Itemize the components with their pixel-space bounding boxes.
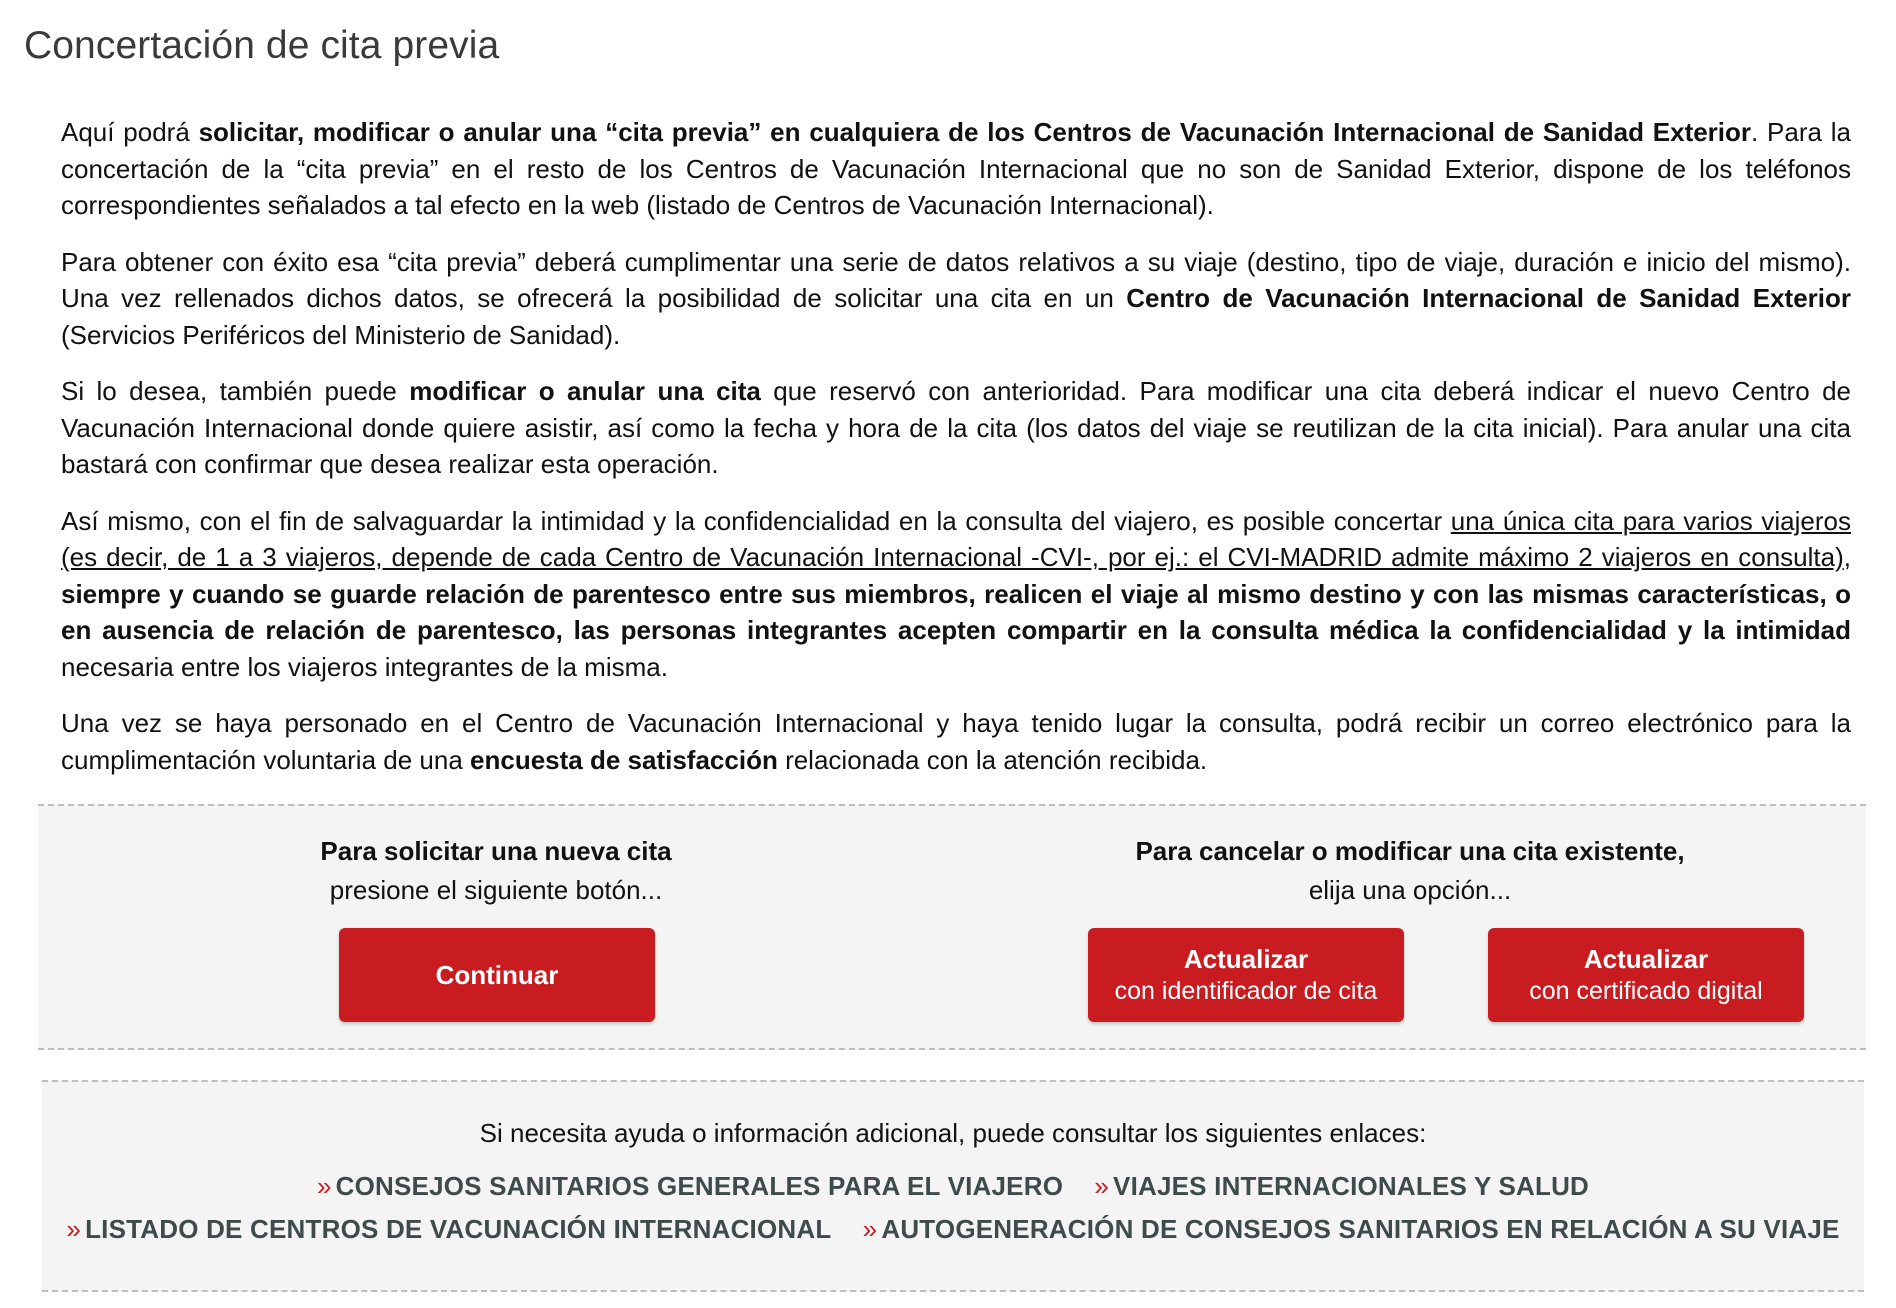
modify-appointment-section	[954, 806, 1866, 1005]
help-links-panel	[42, 1080, 1864, 1292]
intro-text	[61, 114, 1851, 798]
appointment-actions-panel	[38, 804, 1866, 1050]
intro-paragraph-3: Si lo desea, también puede modificar o anular una cita que reservó con anterioridad. Para modificar una cita deberá indicar el nuevo Centro de Vacunación Internacional donde quiere asistir, así como la fecha y hora de la cita (los datos del viaje se reutilizan de la cita inicial). Para anular una cita bastará con confirmar que desea realizar esta operación.	[61, 376, 1851, 479]
continue-button[interactable]	[339, 928, 655, 1022]
page-title: Concertación de cita previa	[24, 24, 500, 67]
continue-button-label: Continuar	[435, 959, 559, 990]
double-chevron-right-icon: »	[1094, 1171, 1110, 1201]
help-links-row-2	[42, 1214, 1864, 1245]
new-appointment-subtext: presione el siguiente botón...	[329, 875, 663, 905]
update-by-id-button[interactable]: Actualizar con identificador de cita	[1088, 928, 1404, 1022]
link-international-travel-health[interactable]: » VIAJES INTERNACIONALES Y SALUD	[1094, 1171, 1590, 1201]
link-auto-health-advice[interactable]: » AUTOGENERACIÓN DE CONSEJOS SANITARIOS EN RELACIÓN A SU VIAJE	[862, 1214, 1840, 1244]
new-appointment-section	[38, 806, 954, 990]
double-chevron-right-icon: »	[862, 1214, 878, 1244]
link-general-health-advice[interactable]: » CONSEJOS SANITARIOS GENERALES PARA EL VIAJERO	[316, 1171, 1064, 1201]
help-text: Si necesita ayuda o información adicional, puede consultar los siguientes enlaces:	[479, 1118, 1427, 1148]
modify-appointment-heading: Para cancelar o modificar una cita existente,	[1135, 836, 1685, 866]
new-appointment-heading: Para solicitar una nueva cita	[320, 836, 672, 866]
multi-traveler-note: una única cita para varios viajeros (es decir, de 1 a 3 viajeros, depende de cada Centro de Vacunación Internacional -CVI-, por ej.: el CVI-MADRID admite máximo 2 viajeros en consulta)	[61, 505, 1851, 572]
help-links-row-1	[42, 1171, 1864, 1202]
double-chevron-right-icon: »	[66, 1214, 82, 1244]
link-vaccination-centers-list[interactable]: » LISTADO DE CENTROS DE VACUNACIÓN INTERNACIONAL	[66, 1214, 832, 1244]
update-by-certificate-button[interactable]: Actualizar con certificado digital	[1488, 928, 1804, 1022]
double-chevron-right-icon: »	[316, 1171, 332, 1201]
intro-paragraph-5: Una vez se haya personado en el Centro de Vacunación Internacional y haya tenido lugar la consulta, podrá recibir un correo electrónico para la cumplimentación voluntaria de una encuesta de satisfacción relacionada con la atención recibida.	[61, 708, 1851, 775]
modify-appointment-subtext: elija una opción...	[1308, 875, 1512, 905]
intro-paragraph-2: Para obtener con éxito esa “cita previa” deberá cumplimentar una serie de datos relativos a su viaje (destino, tipo de viaje, duración e inicio del mismo). Una vez rellenados dichos datos, se ofrecerá la posibilidad de solicitar una cita en un Centro de Vacunación Internacional de Sanidad Exterior (Servicios Periféricos del Ministerio de Sanidad).	[61, 246, 1851, 350]
intro-paragraph-4: Así mismo, con el fin de salvaguardar la intimidad y la confidencialidad en la consulta del viajero, es posible concertar una única cita para varios viajeros (es decir, de 1 a 3 viajeros, depende de cada Centro de Vacunación Internacional -CVI-, por ej.: el CVI-MADRID admite máximo 2 viajeros en consulta), siempre y cuando se guarde relación de parentesco entre sus miembros, realicen el viaje al mismo destino y con las mismas características, o en ausencia de relación de parentesco, las personas integrantes acepten compartir en la consulta médica la confidencialidad y la intimidad necesaria entre los viajeros integrantes de la misma.	[61, 505, 1851, 682]
intro-paragraph-1: Aquí podrá solicitar, modificar o anular una “cita previa” en cualquiera de los Centros de Vacunación Internacional de Sanidad Exterior. Para la concertación de la “cita previa” en el resto de los Centros de Vacunación Internacional que no son de Sanidad Exterior, dispone de los teléfonos correspondientes señalados a tal efecto en la web (listado de Centros de Vacunación Internacional).	[61, 117, 1851, 220]
